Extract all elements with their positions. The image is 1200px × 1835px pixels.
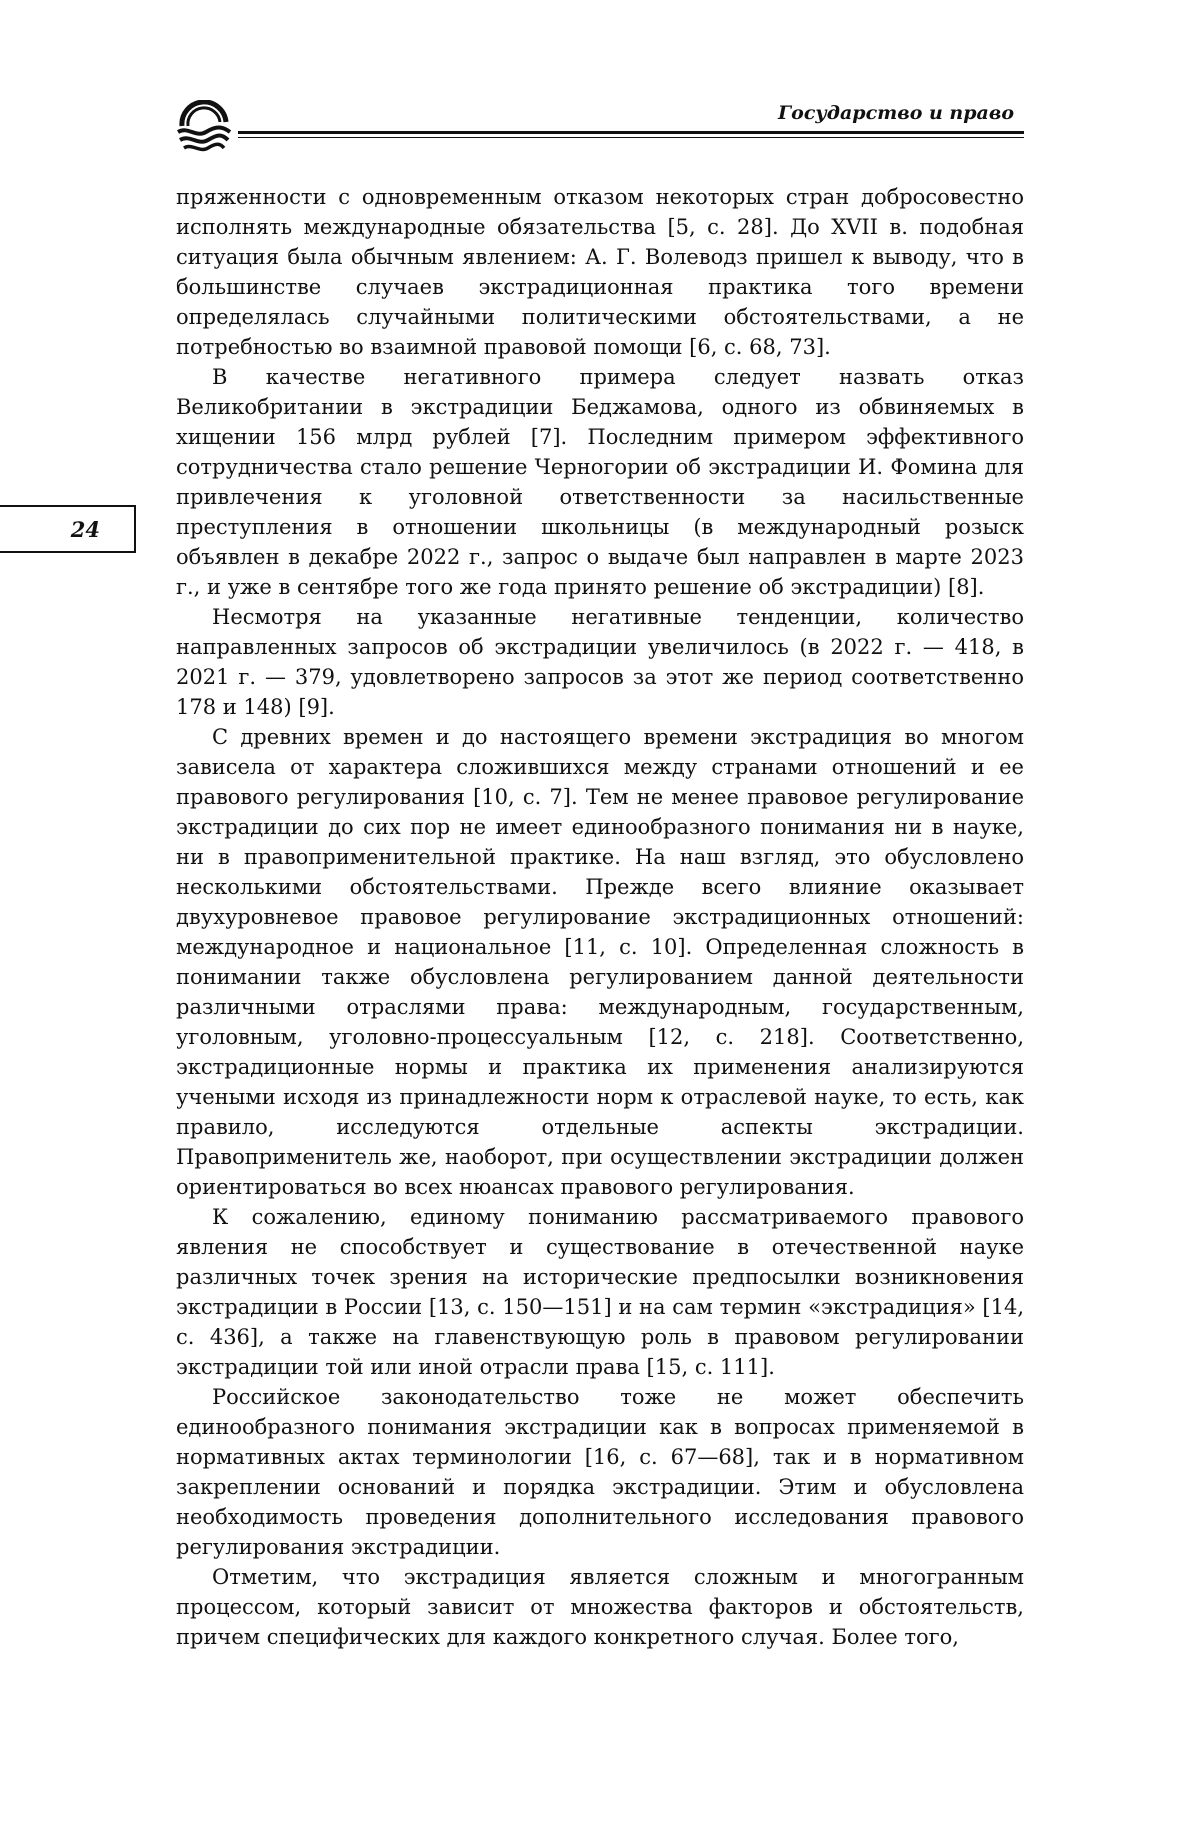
header-rule-thick: [238, 131, 1024, 134]
page-header: [0, 0, 1200, 160]
page-number: 24: [0, 505, 136, 553]
article-body: [176, 182, 1024, 1652]
paragraph: Несмотря на указанные негативные тенденции, количество направленных запросов об экстрадиции увеличилось (в 2022 г. — 418, в 2021 г. — 379, удовлетворено запросов за этот же период соответственно 178 и 148) [9].: [176, 605, 1024, 719]
paragraph: Отметим, что экстрадиция является сложным и многогранным процессом, который зависит от множества факторов и обстоятельств, причем специфических для каждого конкретного случая. Более того,: [176, 1565, 1024, 1649]
header-rule-thin: [238, 137, 1024, 138]
paragraph: В качестве негативного примера следует назвать отказ Великобритании в экстрадиции Беджамова, одного из обвиняемых в хищении 156 млрд рублей [7]. Последним примером эффективного сотрудничества стало решение Черногории об экстрадиции И. Фомина для привлечения к уголовной ответственности за насильственные преступления в отношении школьницы (в международный розыск объявлен в декабре 2022 г., запрос о выдаче был направлен в марте 2023 г., и уже в сентябре того же года принято решение об экстрадиции) [8].: [176, 365, 1024, 599]
journal-logo-icon: [176, 100, 232, 158]
paragraph: пряженности с одновременным отказом некоторых стран добросовестно исполнять международные обязательства [5, с. 28]. До XVII в. подобная ситуация была обычным явлением: А. Г. Волеводз пришел к выводу, что в большинстве случаев экстрадиционная практика того времени определялась случайными политическими обстоятельствами, а не потребностью во взаимной правовой помощи [6, с. 68, 73].: [176, 185, 1024, 359]
paragraph: С древних времен и до настоящего времени экстрадиция во многом зависела от характера сложившихся между странами отношений и ее правового регулирования [10, с. 7]. Тем не менее правовое регулирование экстрадиции до сих пор не имеет единообразного понимания ни в науке, ни в правоприменительной практике. На наш взгляд, это обусловлено несколькими обстоятельствами. Прежде всего влияние оказывает двухуровневое правовое регулирование экстрадиционных отношений: международное и национальное [11, с. 10]. Определенная сложность в понимании также обусловлена регулированием данной деятельности различными отраслями права: международным, государственным, уголовным, уголовно-процессуальным [12, с. 218]. Соответственно, экстрадиционные нормы и практика их применения анализируются учеными исходя из принадлежности норм к отраслевой науке, то есть, как правило, исследуются отдельные аспекты экстрадиции. Правоприменитель же, наоборот, при осуществлении экстрадиции должен ориентироваться во всех нюансах правового регулирования.: [176, 725, 1024, 1199]
paragraph: К сожалению, единому пониманию рассматриваемого правового явления не способствует и существование в отечественной науке различных точек зрения на исторические предпосылки возникновения экстрадиции в России [13, с. 150—151] и на сам термин «экстрадиция» [14, с. 436], а также на главенствующую роль в правовом регулировании экстрадиции той или иной отрасли права [15, с. 111].: [176, 1205, 1024, 1379]
paragraph: Российское законодательство тоже не может обеспечить единообразного понимания экстрадиции как в вопросах применяемой в нормативных актах терминологии [16, с. 67—68], так и в нормативном закреплении оснований и порядка экстрадиции. Этим и обусловлена необходимость проведения дополнительного исследования правового регулирования экстрадиции.: [176, 1385, 1024, 1559]
journal-title: Государство и право: [778, 102, 1014, 124]
